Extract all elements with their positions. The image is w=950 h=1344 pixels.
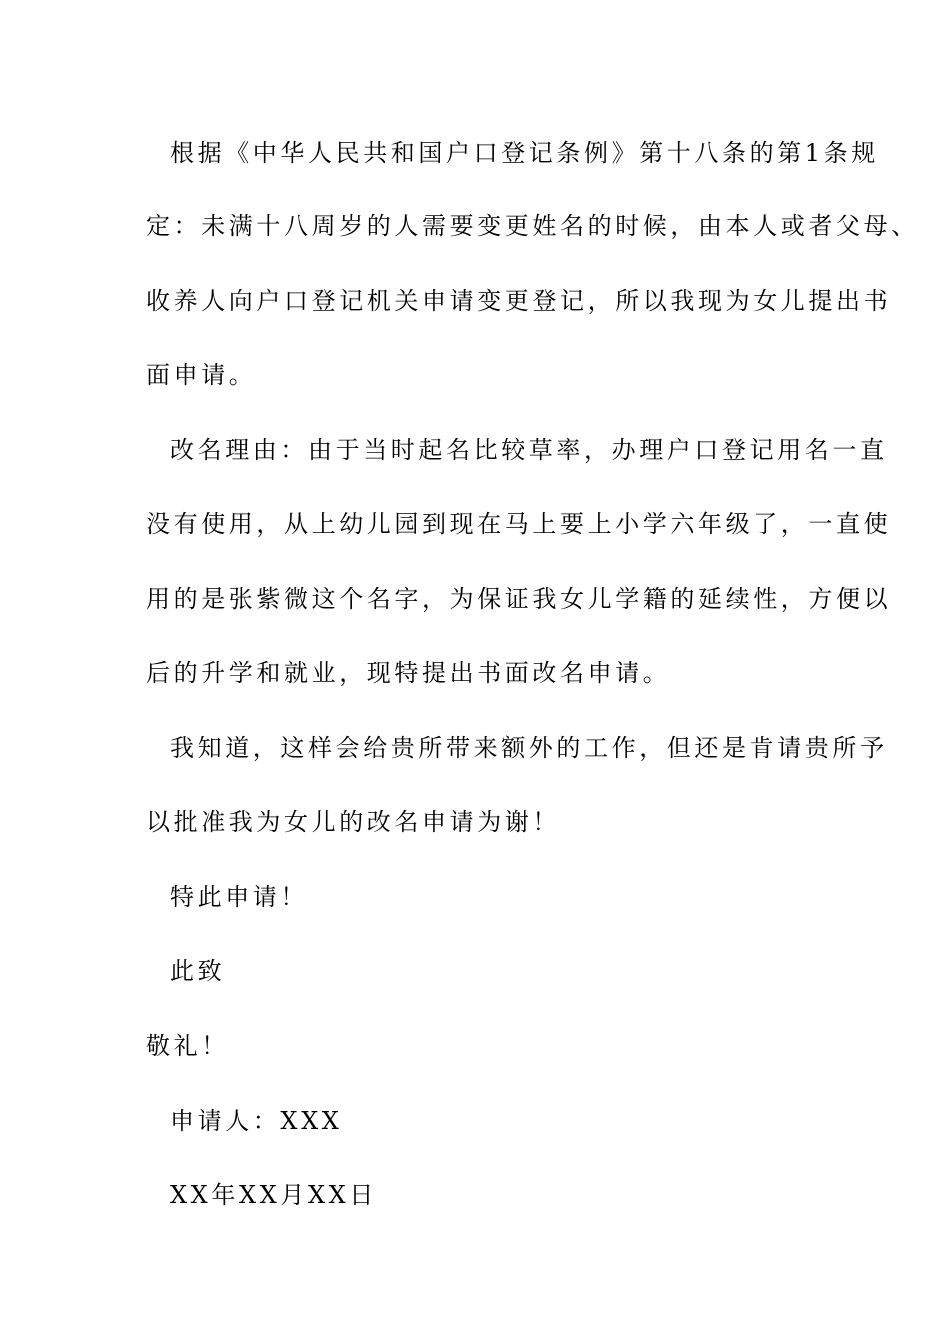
closing-regards: 敬礼！ <box>146 1032 229 1060</box>
applicant-signature: 申请人：XXX <box>170 1107 343 1135</box>
paragraph-1-line-4: 面申请。 <box>146 361 257 389</box>
paragraph-3-line-1: 我知道，这样会给贵所带来额外的工作，但还是肯请贵所予 <box>170 734 888 762</box>
closing-request: 特此申请！ <box>170 883 308 911</box>
paragraph-1-line-1: 根据《中华人民共和国户口登记条例》第十八条的第1条规 <box>170 139 879 167</box>
paragraph-2-line-3: 用的是张紫微这个名字，为保证我女儿学籍的延续性，方便以 <box>146 585 892 613</box>
paragraph-1-line-2: 定：未满十八周岁的人需要变更姓名的时候，由本人或者父母、 <box>146 212 919 240</box>
paragraph-2-line-1: 改名理由：由于当时起名比较草率，办理户口登记用名一直 <box>170 436 888 464</box>
paragraph-3-line-2: 以批准我为女儿的改名申请为谢！ <box>146 808 560 836</box>
paragraph-2-line-4: 后的升学和就业，现特提出书面改名申请。 <box>146 659 671 687</box>
paragraph-1-line-3: 收养人向户口登记机关申请变更登记，所以我现为女儿提出书 <box>146 287 892 315</box>
date-line: XX年XX月XX日 <box>170 1181 377 1209</box>
closing-salutation: 此致 <box>170 957 226 985</box>
paragraph-2-line-2: 没有使用，从上幼儿园到现在马上要上小学六年级了，一直使 <box>146 510 892 538</box>
